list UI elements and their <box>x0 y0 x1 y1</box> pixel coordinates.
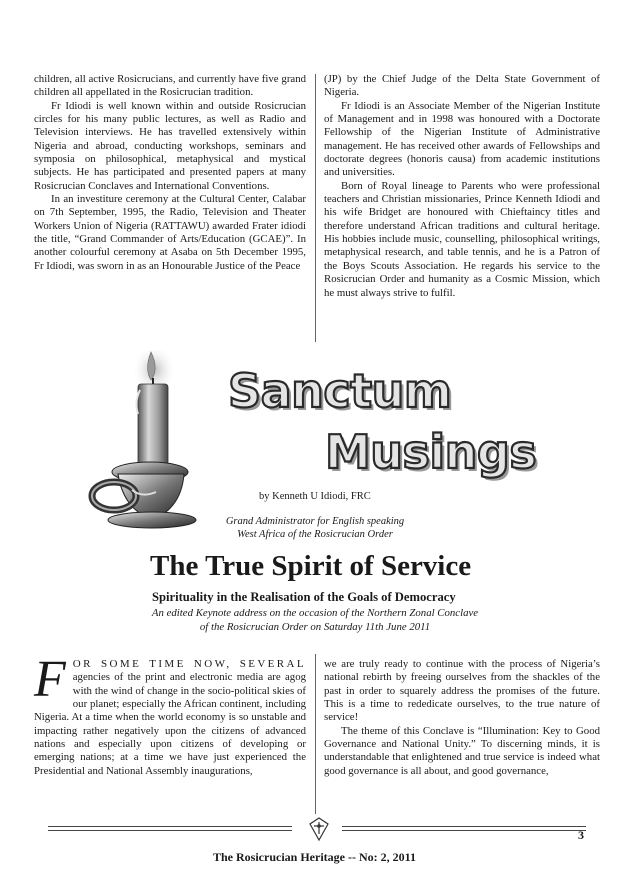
paragraph: The theme of this Conclave is “Illumination: Key to Good Governance and National Unity.” To discerning minds, it is understandable that enlightened and true service is indeed what good governance is all about, and good governance, <box>324 724 600 777</box>
article-right-column <box>324 658 600 778</box>
candle-illustration <box>88 350 223 530</box>
article-left-column <box>34 651 306 778</box>
paragraph: Born of Royal lineage to Parents who were professional teachers and Christian missionaries, Prince Kenneth Idiodi and his wife Bridget are honoured with Chieftaincy titles and therefore understand African traditions and cultural heritage. His hobbies include music, counselling, philosophical writings, metaphysical research, and table tennis, and he is a Patron of the Boys Scouts Association. He regards his service to the Rosicrucian Order and humanity as a Cosmic Mission, which he must always strive to fulfil. <box>324 179 600 299</box>
column-separator <box>315 74 316 342</box>
footer-rule <box>48 826 292 827</box>
article-title: The True Spirit of Service <box>150 550 472 582</box>
top-left-column <box>34 73 306 273</box>
article-note-line: An edited Keynote address on the occasion of the Northern Zonal Conclave <box>151 607 479 619</box>
banner-word-musings: Musings <box>325 425 537 479</box>
paragraph: we are truly ready to continue with the process of Nigeria’s national rebirth by freeing ourselves from the shackles of the past in order to squarely address the promises of the future. This is a time to rededicate ourselves, to the true nature of service! <box>324 658 600 724</box>
rose-cross-emblem-icon <box>306 816 332 842</box>
footer-rule <box>342 830 586 831</box>
publication-footer: The Rosicrucian Heritage -- No: 2, 2011 <box>213 850 416 864</box>
footer-rule <box>342 826 586 827</box>
article-note <box>150 606 480 634</box>
author-role-line: Grand Administrator for English speaking <box>225 516 405 527</box>
paragraph: Fr Idiodi is well known within and outside Rosicrucian circles for his many public lectures, as well as Radio and Television interviews. He has travelled extensively within Nigeria and abroad, conducting workshops, seminars and symposia on philosophical, metaphysical and mystical subjects. He has participated and presented papers at many Rosicrucian Conclaves and International Conventions. <box>34 99 306 192</box>
banner-word-sanctum: Sanctum <box>228 364 452 418</box>
article-note-line: of the Rosicrucian Order on Saturday 11th June 2011 <box>199 621 431 633</box>
article-subtitle: Spirituality in the Realisation of the Goals of Democracy <box>152 590 456 604</box>
paragraph: Fr Idiodi is an Associate Member of the Nigerian Institute of Management and in 1998 was honoured with a Doctorate Fellowship of the Nigerian Institute of Administrative management. He has received other awards of Fellowships and doctorate degrees (honoris causa) from academic institutions and universities. <box>324 99 600 179</box>
paragraph: children, all active Rosicrucians, and currently have five grand children all appellated in the Rosicrucian tradition. <box>34 73 306 99</box>
column-separator <box>315 654 316 814</box>
paragraph: In an investiture ceremony at the Cultural Center, Calabar on 7th September, 1995, the Radio, Television and Theater Workers Union of Nigeria (RATTAWU) awarded Frater idiodi the title, “Grand Commander of Arts/Education (GCAE)”. In another colourful ceremony at Asaba on 5th December 1995, Fr Idiodi, was sworn in as an Honourable Justice of the Peace <box>34 193 306 272</box>
paragraph: (JP) by the Chief Judge of the Delta State Government of Nigeria. <box>324 73 600 99</box>
lead-text: agencies of the print and electronic media are agog with the wind of change in the socio-political skies of our planet; especially the African continent, including Nigeria. At a time when the world economy is so unstable and impacting rather negatively upon the citizens of advanced nations and especially upon citizens of developing or emerging nations; at a time we have just experienced the Presidential and National Assembly inaugurations, <box>34 671 306 777</box>
drop-cap: F <box>34 651 66 708</box>
top-right-column <box>324 73 600 300</box>
footer-rule <box>48 830 292 831</box>
page-number: 3 <box>578 828 584 842</box>
article-lead-paragraph <box>34 651 306 778</box>
author-role <box>195 515 435 541</box>
author-byline: by Kenneth U Idiodi, FRC <box>259 491 371 502</box>
lead-smallcaps: OR SOME TIME NOW, SEVERAL <box>72 658 306 670</box>
author-role-line: West Africa of the Rosicrucian Order <box>237 529 393 540</box>
